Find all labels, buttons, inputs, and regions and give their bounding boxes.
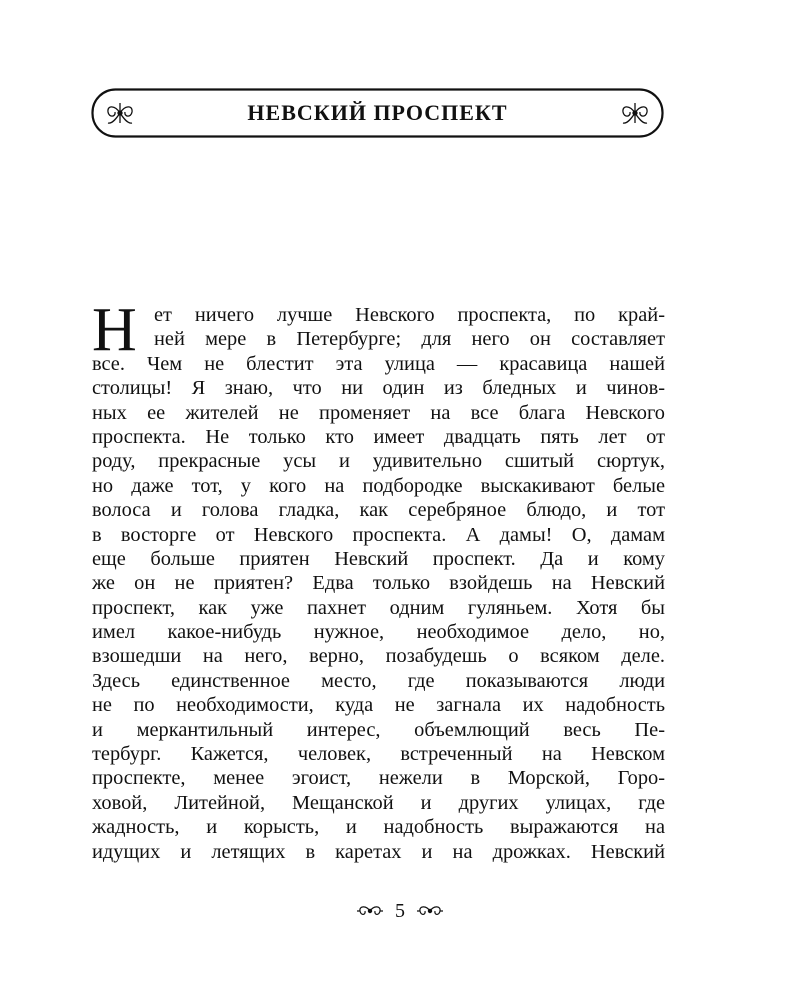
page-footer [0,896,800,926]
text-line: проспекта. Не только кто имеет двадцать пять лет от [92,425,665,448]
text-line: проспект, как уже пахнет одним гуляньем. Хотя бы [92,596,665,619]
text-line: и меркантильный интерес, объемлющий весь Пе- [92,718,665,741]
body-text [92,296,665,864]
small-flourish-icon [355,903,385,919]
text-line: Здесь единственное место, где показываются люди [92,669,665,692]
text-line: проспекте, менее эгоист, нежели в Морской, Горо- [92,767,665,790]
text-line: ных ее жителей не променяет на все блага Невского [92,401,665,424]
text-line: же он не приятен? Едва только взойдешь на Невский [92,572,665,595]
drop-cap: Н [92,296,137,364]
running-header [91,88,664,138]
text-line: роду, прекрасные усы и удивительно сшитый сюртук, [92,450,665,473]
text-line: столицы! Я знаю, что ни один из бледных и чинов- [92,377,665,400]
text-line: волоса и голова гладка, как серебряное блюдо, и тот [92,499,665,522]
text-line: в восторге от Невского проспекта. А дамы! О, дамам [92,523,665,546]
text-line: еще больше приятен Невский проспект. Да и кому [92,547,665,570]
page-title: НЕВСКИЙ ПРОСПЕКТ [247,100,508,125]
text-line: ней мере в Петербурге; для него он составляет [154,328,665,351]
text-line: все. Чем не блестит эта улица — красавица нашей [92,352,665,375]
flourish-ornament-icon [618,99,652,127]
text-line: взошедши на него, верно, позабудешь о всяком деле. [92,645,665,668]
text-line: имел какое-нибудь нужное, необходимое дело, но, [92,621,665,644]
small-flourish-icon [415,903,445,919]
text-line: не по необходимости, куда не загнала их надобность [92,694,665,717]
text-line: тербург. Кажется, человек, встреченный на Невском [92,743,665,766]
text-line: ет ничего лучше Невского проспекта, по край- [154,304,665,326]
text-line: жадность, и корысть, и надобность выражаются на [92,816,665,839]
text-line: ховой, Литейной, Мещанской и других улицах, где [92,791,665,814]
text-line: идущих и летящих в каретах и на дрожках. Невский [92,840,665,863]
text-line: но даже тот, у кого на подбородке выскакивают белые [92,474,665,497]
page-number: 5 [395,899,405,922]
